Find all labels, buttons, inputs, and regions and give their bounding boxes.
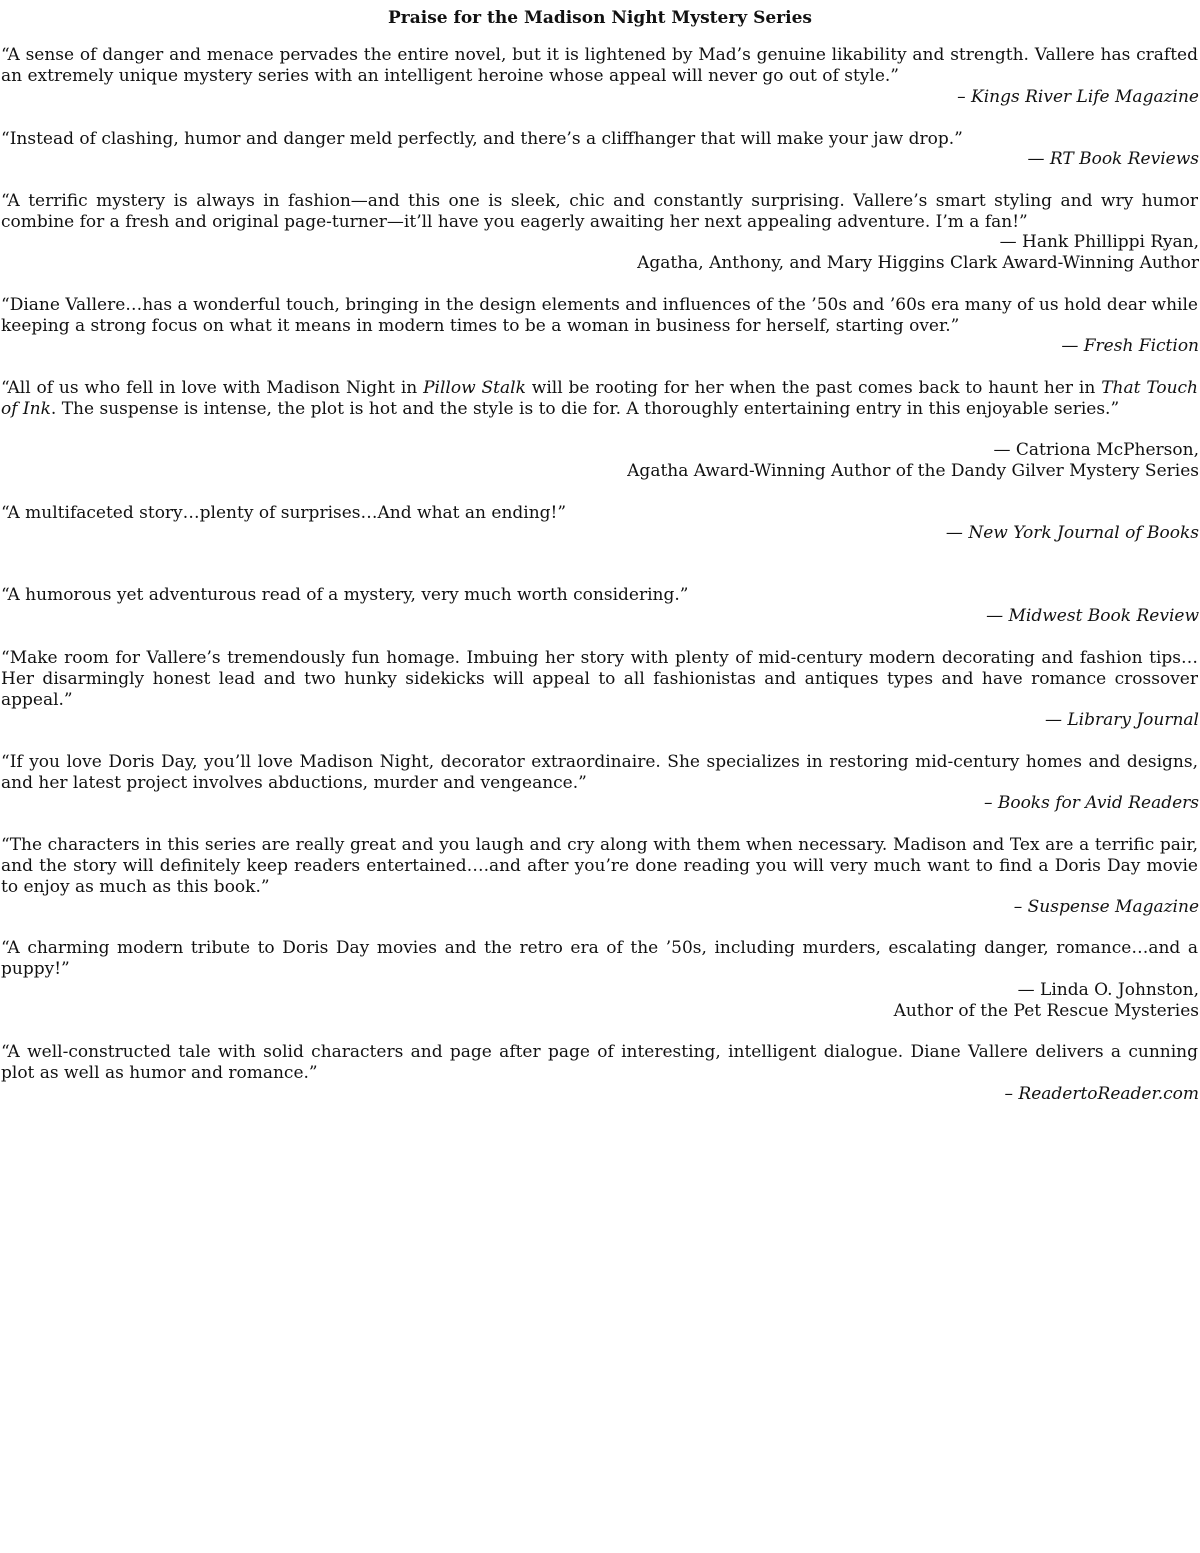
review-attribution: – Kings River Life Magazine [957, 87, 1199, 107]
review-attribution-name: — Linda O. Johnston, [1017, 980, 1199, 1000]
review-quote: “The characters in this series are really great and you laugh and cry along with them when necessary. Madison and Tex are a terrific pair, and the story will definitely keep readers entertained….and after you’re done reading you will very much want to find a Doris Day movie to enjoy as much as this book.” [1, 835, 1198, 897]
review-attribution: – Books for Avid Readers [983, 793, 1199, 813]
review-quote: “If you love Doris Day, you’ll love Madison Night, decorator extraordinaire. She specializes in restoring mid-century homes and designs, and her latest project involves abductions, murder and vengeance.” [1, 752, 1198, 793]
review-attribution-name: — Hank Phillippi Ryan, [999, 232, 1199, 252]
review-quote [1, 378, 1198, 420]
page-title: Praise for the Madison Night Mystery Series [388, 8, 812, 28]
review-attribution: — RT Book Reviews [1027, 149, 1199, 169]
review-attribution-credential: Agatha Award-Winning Author of the Dandy Gilver Mystery Series [627, 461, 1199, 481]
review-attribution-name: — Catriona McPherson, [993, 440, 1199, 460]
review-attribution-credential: Agatha, Anthony, and Mary Higgins Clark Award-Winning Author [637, 253, 1199, 273]
review-quote: “Diane Vallere…has a wonderful touch, bringing in the design elements and influences of the ’50s and ’60s era many of us hold dear while keeping a strong focus on what it means in modern times to be a woman in business for herself, starting over.” [1, 295, 1198, 336]
review-quote: “A charming modern tribute to Doris Day movies and the retro era of the ’50s, including murders, escalating danger, romance…and a puppy!” [1, 938, 1198, 979]
review-quote: “A well-constructed tale with solid characters and page after page of interesting, intelligent dialogue. Diane Vallere delivers a cunning plot as well as humor and romance.” [1, 1042, 1198, 1083]
book-title: That Touch of Ink [1, 378, 1199, 419]
review-attribution-credential: Author of the Pet Rescue Mysteries [893, 1001, 1199, 1021]
review-attribution: — Midwest Book Review [986, 606, 1199, 626]
review-attribution: – ReadertoReader.com [1004, 1084, 1199, 1104]
review-quote: “A sense of danger and menace pervades the entire novel, but it is lightened by Mad’s genuine likability and strength. Vallere has crafted an extremely unique mystery series with an intelligent heroine whose appeal will never go out of style.” [1, 45, 1198, 86]
review-quote: “Make room for Vallere’s tremendously fun homage. Imbuing her story with plenty of mid-century modern decorating and fashion tips…Her disarmingly honest lead and two hunky sidekicks will appeal to all fashionistas and antiques types and have romance crossover appeal.” [1, 648, 1198, 710]
review-attribution: – Suspense Magazine [1013, 897, 1199, 917]
review-attribution: — Fresh Fiction [1061, 336, 1199, 356]
review-quote: “Instead of clashing, humor and danger meld perfectly, and there’s a cliffhanger that will make your jaw drop.” [1, 129, 963, 149]
quote-text: . The suspense is intense, the plot is hot and the style is to die for. A thoroughly entertaining entry in this enjoyable series.” [50, 399, 1120, 419]
review-quote: “A multifaceted story…plenty of surprises…And what an ending!” [1, 503, 567, 523]
review-quote: “A humorous yet adventurous read of a mystery, very much worth considering.” [1, 585, 689, 605]
quote-text: will be rooting for her when the past comes back to haunt her in [525, 378, 1102, 398]
review-attribution: — Library Journal [1044, 710, 1199, 730]
quote-text: “All of us who fell in love with Madison Night in [1, 378, 424, 398]
review-quote: “A terrific mystery is always in fashion—and this one is sleek, chic and constantly surprising. Vallere’s smart styling and wry humor combine for a fresh and original page-turner—it’ll have you eagerly awaiting her next appealing adventure. I’m a fan!” [1, 191, 1198, 232]
book-title: Pillow Stalk [423, 378, 526, 398]
review-attribution: — New York Journal of Books [945, 523, 1199, 543]
